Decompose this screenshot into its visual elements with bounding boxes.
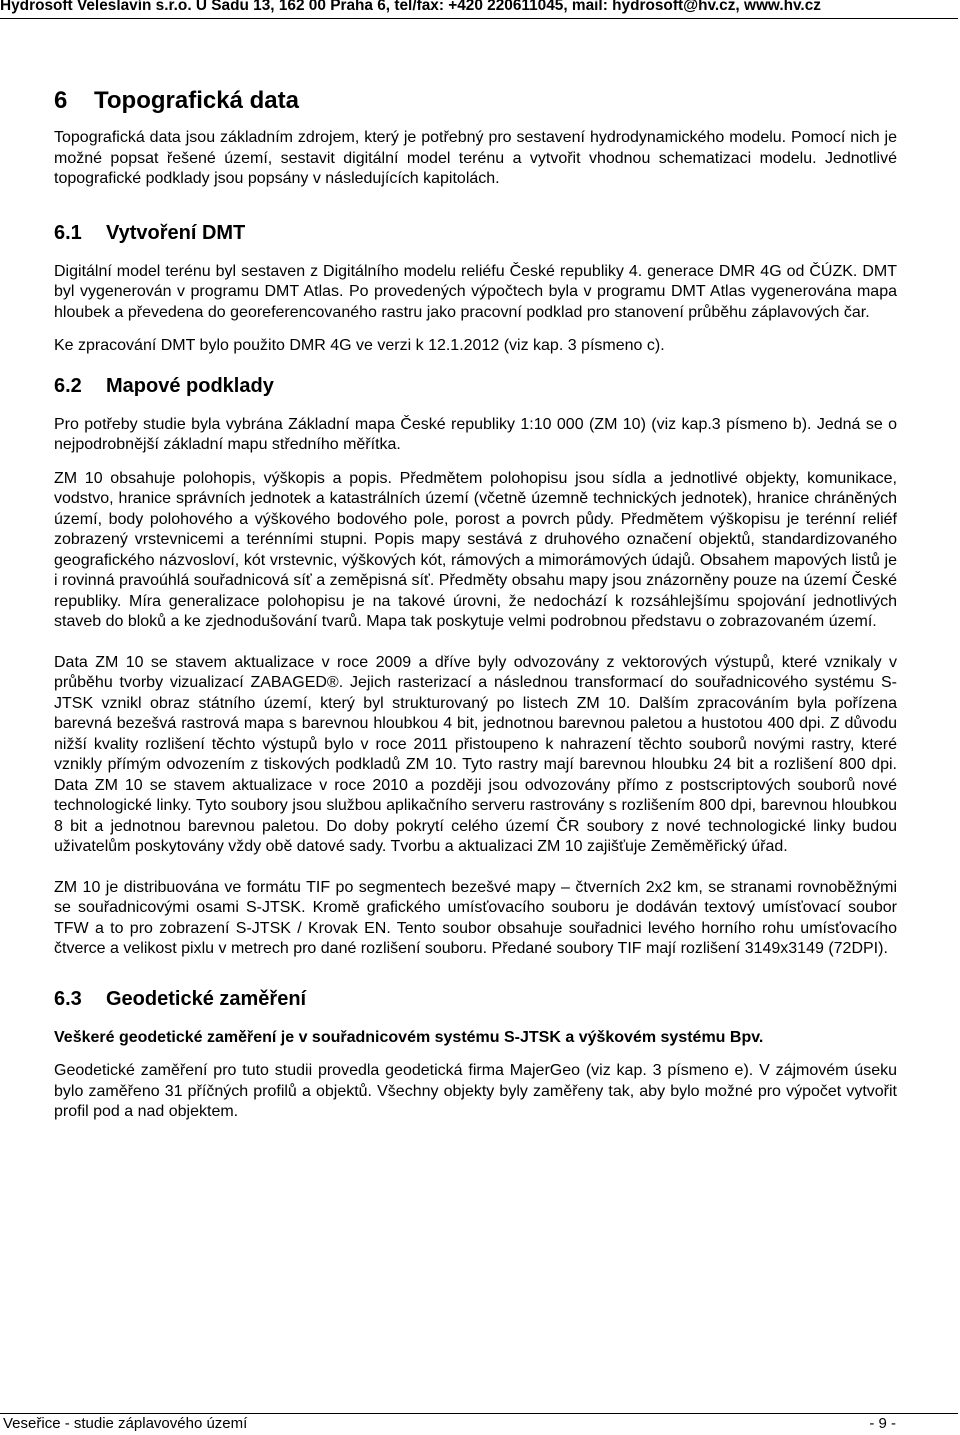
section-6-2-heading <box>54 374 897 398</box>
section-6-2-paragraph-2: ZM 10 obsahuje polohopis, výškopis a popis. Předmětem polohopisu jsou sídla a jednotlivé objekty, komunikace, vodstvo, hranice správních jednotek a katastrálních území (včetně územně technických jednotek), hranice chráněných území, body polohového a výškového bodového pole, porost a povrch půdy. Předmětem výškopisu je terénní reliéf zobrazený vrstevnicemi a terénními stupni. Popis mapy sestává z druhového označení objektů, standardizovaného geografického názvosloví, kót vrstevnic, výškových kót, rámových a mimorámových údajů. Obsahem mapových listů je i rovinná pravoúhlá souřadnicová síť a zeměpisná síť. Předměty obsahu mapy jsou znázorněny pouze na území České republiky. Míra generalizace polohopisu je na takové úrovni, že nedochází k rozsáhlejšímu spojování jednotlivých staveb do bloků a ke zjednodušování tvarů. Mapa tak poskytuje velmi podrobnou představu o zobrazovaném území. <box>54 469 897 630</box>
section-6-1-title: Vytvoření DMT <box>106 221 246 244</box>
header-text: Hydrosoft Veleslavín s.r.o. U Sadu 13, 162 00 Praha 6, tel/fax: +420 220611045, mail: hydrosoft@hv.cz, www.hv.cz <box>0 0 821 14</box>
section-6-1-number: 6.1 <box>54 221 82 244</box>
footer-title: Veseřice - studie záplavového území <box>3 1415 248 1432</box>
section-6-1-paragraph-1: Digitální model terénu byl sestaven z Digitálního modelu reliéfu České republiky 4. generace DMR 4G od ČÚZK. DMT byl vygenerován v programu DMT Atlas. Po provedených výpočtech byla v programu DMT Atlas vygenerována mapa hloubek a převedena do georeferencovaného rastru jako pracovní podklad pro stanovení průběhu záplavových čar. <box>54 262 897 321</box>
page-footer <box>0 1413 958 1432</box>
chapter-title: Topografická data <box>94 87 299 114</box>
section-6-2-title: Mapové podklady <box>106 374 274 397</box>
chapter-number: 6 <box>54 87 68 114</box>
page-header <box>0 0 958 19</box>
section-6-2-number: 6.2 <box>54 374 82 397</box>
section-6-3-heading <box>54 987 897 1011</box>
section-6-3-title: Geodetické zaměření <box>106 987 307 1010</box>
section-6-3-paragraph-2: Geodetické zaměření pro tuto studii provedla geodetická firma MajerGeo (viz kap. 3 písmeno e). V zájmovém úseku bylo zaměřeno 31 příčných profilů a objektů. Všechny objekty byly zaměřeny tak, aby bylo možné pro výpočet vytvořit profil pod a nad objektem. <box>54 1062 897 1120</box>
chapter-intro: Topografická data jsou základním zdrojem, který je potřebný pro sestavení hydrodynamického modelu. Pomocí nich je možné popsat řešené území, sestavit digitální model terénu a vytvořit vhodnou schematizaci modelu. Jednotlivé topografické podklady jsou popsány v následujících kapitolách. <box>54 129 897 187</box>
section-6-2-paragraph-3: Data ZM 10 se stavem aktualizace v roce 2009 a dříve byly odvozovány z vektorových výstupů, které vznikaly v průběhu tvorby vizualizací ZABAGED®. Jejich rasterizací a následnou transformací do souřadnicového systému S-JTSK vznikl obraz státního území, který byl strukturovaný po listech ZM 10. Dalším zpracováním byla pořízena barevná bezešvá rastrová mapa s barevnou hloubkou 4 bit, jednotnou barevnou paletou a hustotou 400 dpi. Z důvodu nižší kvality rozlišení těchto výstupů bylo v roce 2011 přistoupeno k nahrazení těchto souborů novými rastry, které vznikly přímým odvozením z tiskových podkladů ZM 10. Tyto rastry mají barevnou hloubku 24 bit a rozlišení 800 dpi. Data ZM 10 se stavem aktualizace v roce 2010 a později jsou odvozovány přímo z postscriptových souborů nové technologické linky. Tyto soubory jsou službou aplikačního serveru rastrovány s rozlišením 800 dpi, barevnou hloubkou 8 bit a jednotnou barevnou paletou. Do doby pokrytí celého území ČR soubory z nové technologické linky budou uživatelům poskytovány vždy obě datové sady. Tvorbu a aktualizaci ZM 10 zajišťuje Zeměměřický úřad. <box>54 653 897 855</box>
chapter-heading <box>54 87 897 115</box>
section-6-1-heading <box>54 221 897 245</box>
section-6-2-paragraph-1: Pro potřeby studie byla vybrána Základní mapa České republiky 1:10 000 (ZM 10) (viz kap.3 písmeno b). Jedná se o nejpodrobnější základní mapu středního měřítka. <box>54 415 897 453</box>
page-number: - 9 - <box>869 1415 896 1432</box>
section-6-3-number: 6.3 <box>54 987 82 1010</box>
section-6-3-paragraph-1: Veškeré geodetické zaměření je v souřadnicovém systému S-JTSK a výškovém systému Bpv. <box>54 1028 764 1046</box>
document-body <box>54 87 897 1123</box>
section-6-1-paragraph-2: Ke zpracování DMT bylo použito DMR 4G ve verzi k 12.1.2012 (viz kap. 3 písmeno c). <box>54 337 665 354</box>
section-6-2-paragraph-4: ZM 10 je distribuována ve formátu TIF po segmentech bezešvé mapy – čtverních 2x2 km, se stranami rovnoběžnými se souřadnicovými osami S-JTSK. Kromě grafického umísťovacího souboru je dodáván textový umísťovací soubor TFW a to pro zobrazení S-JTSK / Krovak EN. Tento soubor obsahuje souřadnici levého horního rohu umísťovacího čtverce a velikost pixlu v metrech pro dané rozlišení souboru. Předané soubory TIF mají rozlišení 3149x3149 (72DPI). <box>54 878 897 957</box>
